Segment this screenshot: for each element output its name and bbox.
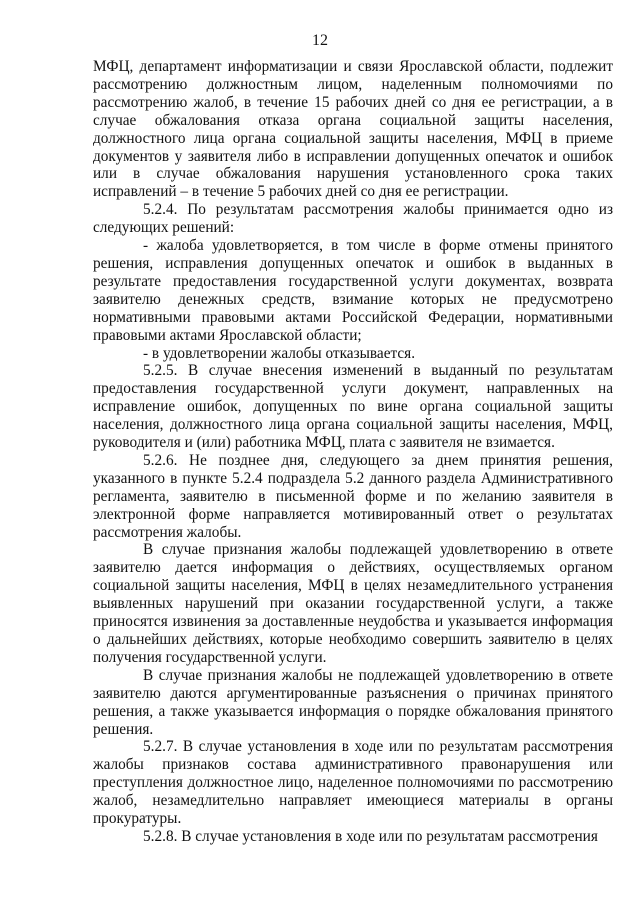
paragraph-complaint-upheld: В случае признания жалобы подлежащей удовлетворению в ответе заявителю дается информация о действиях, осуществляемых органом социальной защиты населения, МФЦ в целях незамедлительного устранения выявленных нарушений при оказании государственной услуги, а также приносятся извинения за доставленные неудобства и указывается информация о дальнейших действиях, которые необходимо совершить заявителю в целях получения государственной услуги. bbox=[93, 541, 613, 666]
document-body bbox=[93, 58, 613, 846]
paragraph-continuation: МФЦ, департамент информатизации и связи Ярославской области, подлежит рассмотрению должностным лицом, наделенным полномочиями по рассмотрению жалоб, в течение 15 рабочих дней со дня ее регистрации, а в случае обжалования отказа органа социальной защиты населения, должностного лица органа социальной защиты населения, МФЦ в приеме документов у заявителя либо в исправлении допущенных опечаток и ошибок или в случае обжалования нарушения установленного срока таких исправлений – в течение 5 рабочих дней со дня ее регистрации. bbox=[93, 58, 613, 201]
paragraph-complaint-rejected: В случае признания жалобы не подлежащей удовлетворению в ответе заявителю даются аргументированные разъяснения о причинах принятого решения, а также указывается информация о порядке обжалования принятого решения. bbox=[93, 666, 613, 738]
list-item-complaint-satisfied: - жалоба удовлетворяется, в том числе в форме отмены принятого решения, исправления допущенных опечаток и ошибок в выданных в результате предоставления государственной услуги документах, возврата заявителю денежных средств, взимание которых не предусмотрено нормативными правовыми актами Российской Федерации, нормативными правовыми актами Ярославской области; bbox=[93, 237, 613, 344]
paragraph-5-2-8: 5.2.8. В случае установления в ходе или по результатам рассмотрения bbox=[143, 827, 598, 845]
paragraph-5-2-5: 5.2.5. В случае внесения изменений в выданный по результатам предоставления государственной услуги документ, направленных на исправление ошибок, допущенных по вине органа социальной защиты населения, должностного лица органа социальной защиты населения, МФЦ, руководителя и (или) работника МФЦ, плата с заявителя не взимается. bbox=[93, 362, 613, 452]
list-item-complaint-refused: - в удовлетворении жалобы отказывается. bbox=[143, 344, 416, 362]
paragraph-5-2-7: 5.2.7. В случае установления в ходе или по результатам рассмотрения жалобы признаков состава административного правонарушения или преступления должностное лицо, наделенное полномочиями по рассмотрению жалоб, незамедлительно направляет имеющиеся материалы в органы прокуратуры. bbox=[93, 738, 613, 828]
page-number: 12 bbox=[312, 32, 328, 49]
paragraph-5-2-6: 5.2.6. Не позднее дня, следующего за днем принятия решения, указанного в пункте 5.2.4 подраздела 5.2 данного раздела Административного регламента, заявителю в письменной форме и по желанию заявителя в электронной форме направляется мотивированный ответ о результатах рассмотрения жалобы. bbox=[93, 451, 613, 541]
paragraph-5-2-4: 5.2.4. По результатам рассмотрения жалобы принимается одно из следующих решений: bbox=[93, 201, 613, 237]
